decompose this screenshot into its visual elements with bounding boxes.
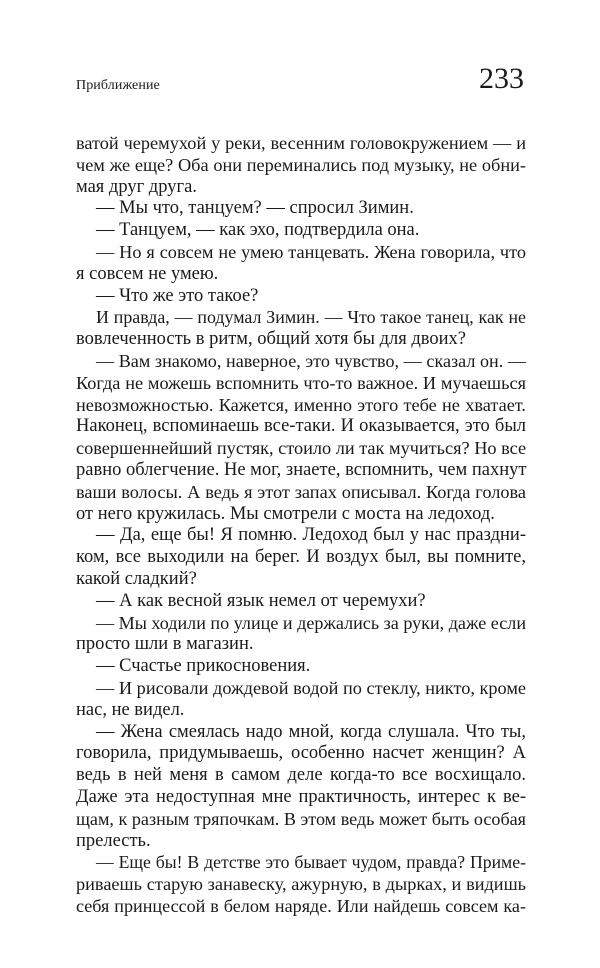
text-line: ватой черемухой у реки, весенним головокружением — и: [76, 133, 526, 153]
text-line: — А как весной язык немел от черемухи?: [96, 590, 426, 611]
text-line: мая друг друга.: [76, 176, 197, 197]
text-line: — Но я совсем не умею танцевать. Жена говорила, что: [96, 241, 526, 262]
text-line: — Мы что, танцуем? — спросил Зимин.: [96, 198, 414, 219]
text-line: чем же еще? Оба они переминались под музыку, не обни-: [76, 154, 526, 175]
text-line: щам, к разным тряпочкам. В этом ведь может быть особая: [76, 808, 526, 829]
text-line: нас, не видел.: [76, 699, 185, 720]
text-line: от него кружилась. Мы смотрели с моста на ледоход.: [76, 503, 495, 524]
text-line: вовлеченность в ритм, общий хотя бы для двоих?: [76, 329, 467, 350]
text-line: совершеннейший пустяк, стоило ли так мучиться? Но все: [76, 438, 527, 459]
body-text: [76, 133, 526, 918]
text-line: риваешь старую занавеску, ажурную, в дырках, и видишь: [76, 874, 526, 895]
text-line: — Да, еще бы! Я помню. Ледоход был у нас праздни-: [96, 525, 526, 546]
text-line: какой сладкий?: [76, 568, 197, 589]
text-line: Когда не можешь вспомнить что-то важное. И мучаешься: [76, 372, 526, 393]
page-number: 233: [479, 62, 524, 95]
text-line: Наконец, вспоминаешь все-таки. И оказывается, это был: [76, 416, 526, 437]
text-line: Даже эта недоступная мне практичность, интерес к ве-: [76, 786, 526, 807]
text-line: — Вам знакомо, наверное, это чувство, — сказал он. —: [96, 350, 526, 371]
text-line: — Еще бы! В детстве это бывает чудом, правда? Приме-: [96, 852, 526, 873]
text-line: я совсем не умею.: [76, 263, 219, 284]
text-line: — Жена смеялась надо мной, когда слушала. Что ты,: [96, 721, 526, 742]
text-line: просто шли в магазин.: [76, 634, 254, 655]
text-line: равно облегчение. Не мог, знаете, вспомнить, чем пахнут: [76, 459, 527, 480]
text-line: ведь в ней меня в самом деле когда-то все восхищало.: [76, 765, 526, 786]
text-line: невозможностью. Кажется, именно этого тебе не хватает.: [76, 394, 526, 415]
text-line: ваши волосы. А ведь я этот запах описывал. Когда голова: [76, 481, 526, 502]
text-line: — И рисовали дождевой водой по стеклу, никто, кроме: [96, 677, 526, 698]
running-title: Приближение: [76, 78, 160, 93]
text-line: И правда, — подумал Зимин. — Что такое танец, как не: [96, 307, 526, 328]
text-line: говорила, придумываешь, особенно насчет женщин? А: [76, 743, 526, 764]
text-line: — Танцуем, — как эхо, подтвердила она.: [96, 220, 420, 241]
text-line: — Мы ходили по улице и держались за руки, даже если: [96, 612, 526, 633]
text-line: ком, все выходили на берег. И воздух был, вы помните,: [76, 547, 526, 568]
text-line: — Что же это такое?: [96, 285, 259, 306]
text-line: прелесть.: [76, 830, 151, 851]
text-line: себя принцессой в белом наряде. Или найдешь совсем ка-: [76, 895, 526, 916]
text-line: — Счастье прикосновения.: [96, 656, 311, 677]
